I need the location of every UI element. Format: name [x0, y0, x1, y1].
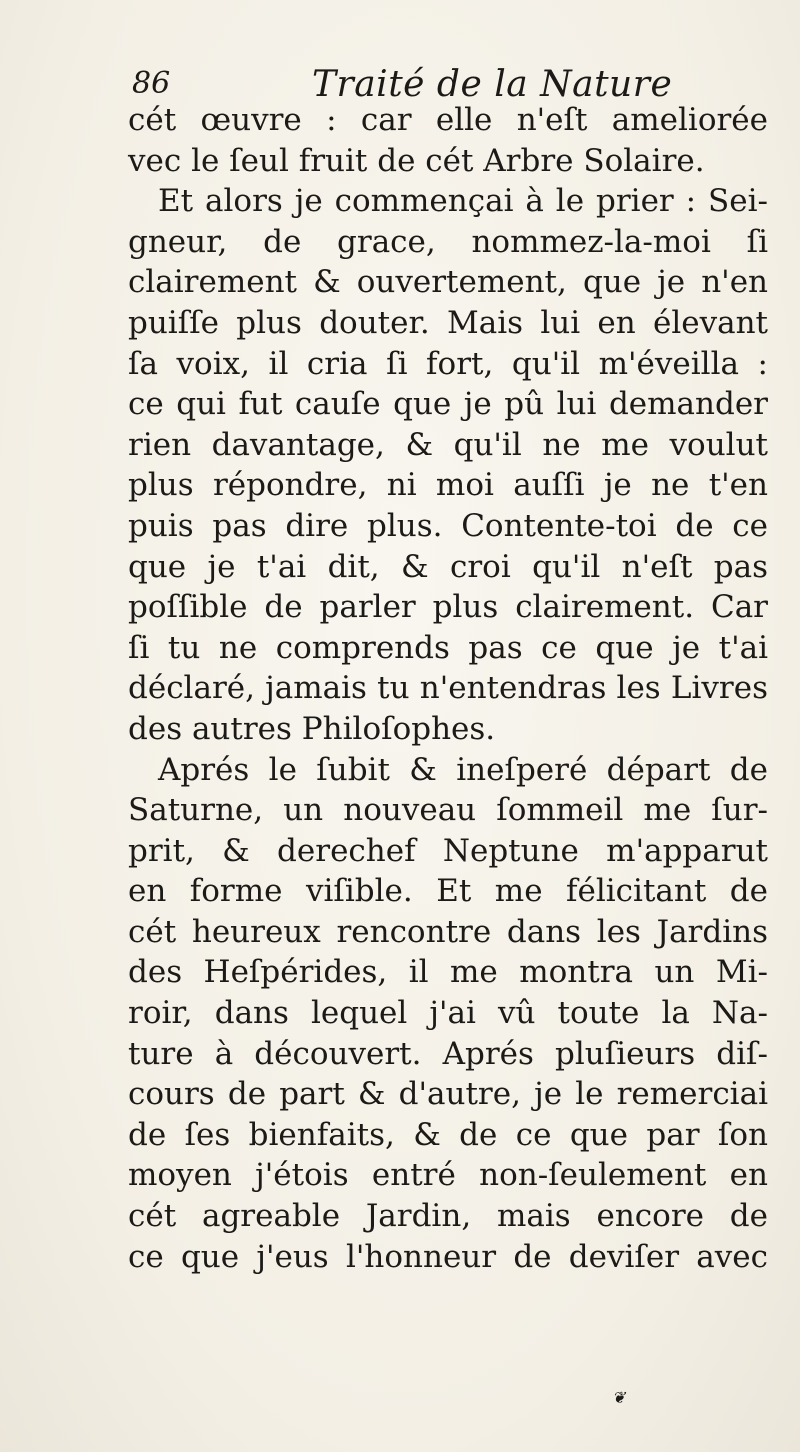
text-line: puis pas dire plus. Contente-toi de ce: [128, 507, 768, 544]
text-line: des autres Philoſophes.: [128, 710, 496, 747]
text-line: ce qui fut cauſe que je pû lui demander: [128, 386, 768, 423]
text-line: des Heſpérides, il me montra un Mi-: [128, 954, 768, 991]
text-line: prit, & derechef Neptune m'apparut: [128, 832, 768, 869]
text-line: cours de part & d'autre, je le remerciai: [128, 1076, 768, 1113]
page-number: 86: [132, 66, 171, 101]
text-line: vec le ſeul fruit de cét Arbre Solaire.: [128, 142, 705, 179]
text-line: Et alors je commençai à le prier : Sei-: [158, 183, 768, 220]
running-title: Traité de la Nature: [312, 64, 673, 105]
text-line: déclaré, jamais tu n'entendras les Livres: [128, 670, 768, 707]
text-line: en forme viſible. Et me félicitant de: [128, 873, 768, 910]
text-line: moyen j'étois entré non-ſeulement en: [128, 1157, 768, 1194]
body-text: [128, 100, 768, 1277]
text-line: gneur, de grace, nommez-la-moi ſi: [128, 223, 768, 260]
text-line: de ſes bienfaits, & de ce que par ſon: [128, 1116, 768, 1153]
text-line: cét heureux rencontre dans les Jardins: [128, 913, 768, 950]
text-line: ſi tu ne comprends pas ce que je t'ai: [128, 629, 768, 666]
text-line: plus répondre, ni moi auſſi je ne t'en: [128, 467, 768, 504]
text-line: Saturne, un nouveau ſommeil me ſur-: [128, 792, 768, 829]
text-line: poſſible de parler plus clairement. Car: [128, 589, 768, 626]
text-line: clairement & ouvertement, que je n'en: [128, 264, 768, 301]
printer-ornament: ❦: [612, 1388, 626, 1407]
text-line: ce que j'eus l'honneur de deviſer avec: [128, 1238, 768, 1275]
text-line: puiſſe plus douter. Mais lui en élevant: [128, 304, 768, 341]
text-line: cét agreable Jardin, mais encore de: [128, 1198, 768, 1235]
text-line: ture à découvert. Aprés pluſieurs diſ-: [128, 1035, 768, 1072]
text-line: que je t'ai dit, & croi qu'il n'eſt pas: [128, 548, 768, 585]
text-line: ſa voix, il cria ſi fort, qu'il m'éveilla :: [128, 345, 768, 382]
text-line: cét œuvre : car elle n'eſt ameliorée: [128, 102, 768, 138]
text-line: Aprés le ſubit & ineſperé départ de: [158, 751, 768, 788]
text-line: roir, dans lequel j'ai vû toute la Na-: [128, 995, 768, 1032]
text-line: rien davantage, & qu'il ne me voulut: [128, 426, 768, 463]
